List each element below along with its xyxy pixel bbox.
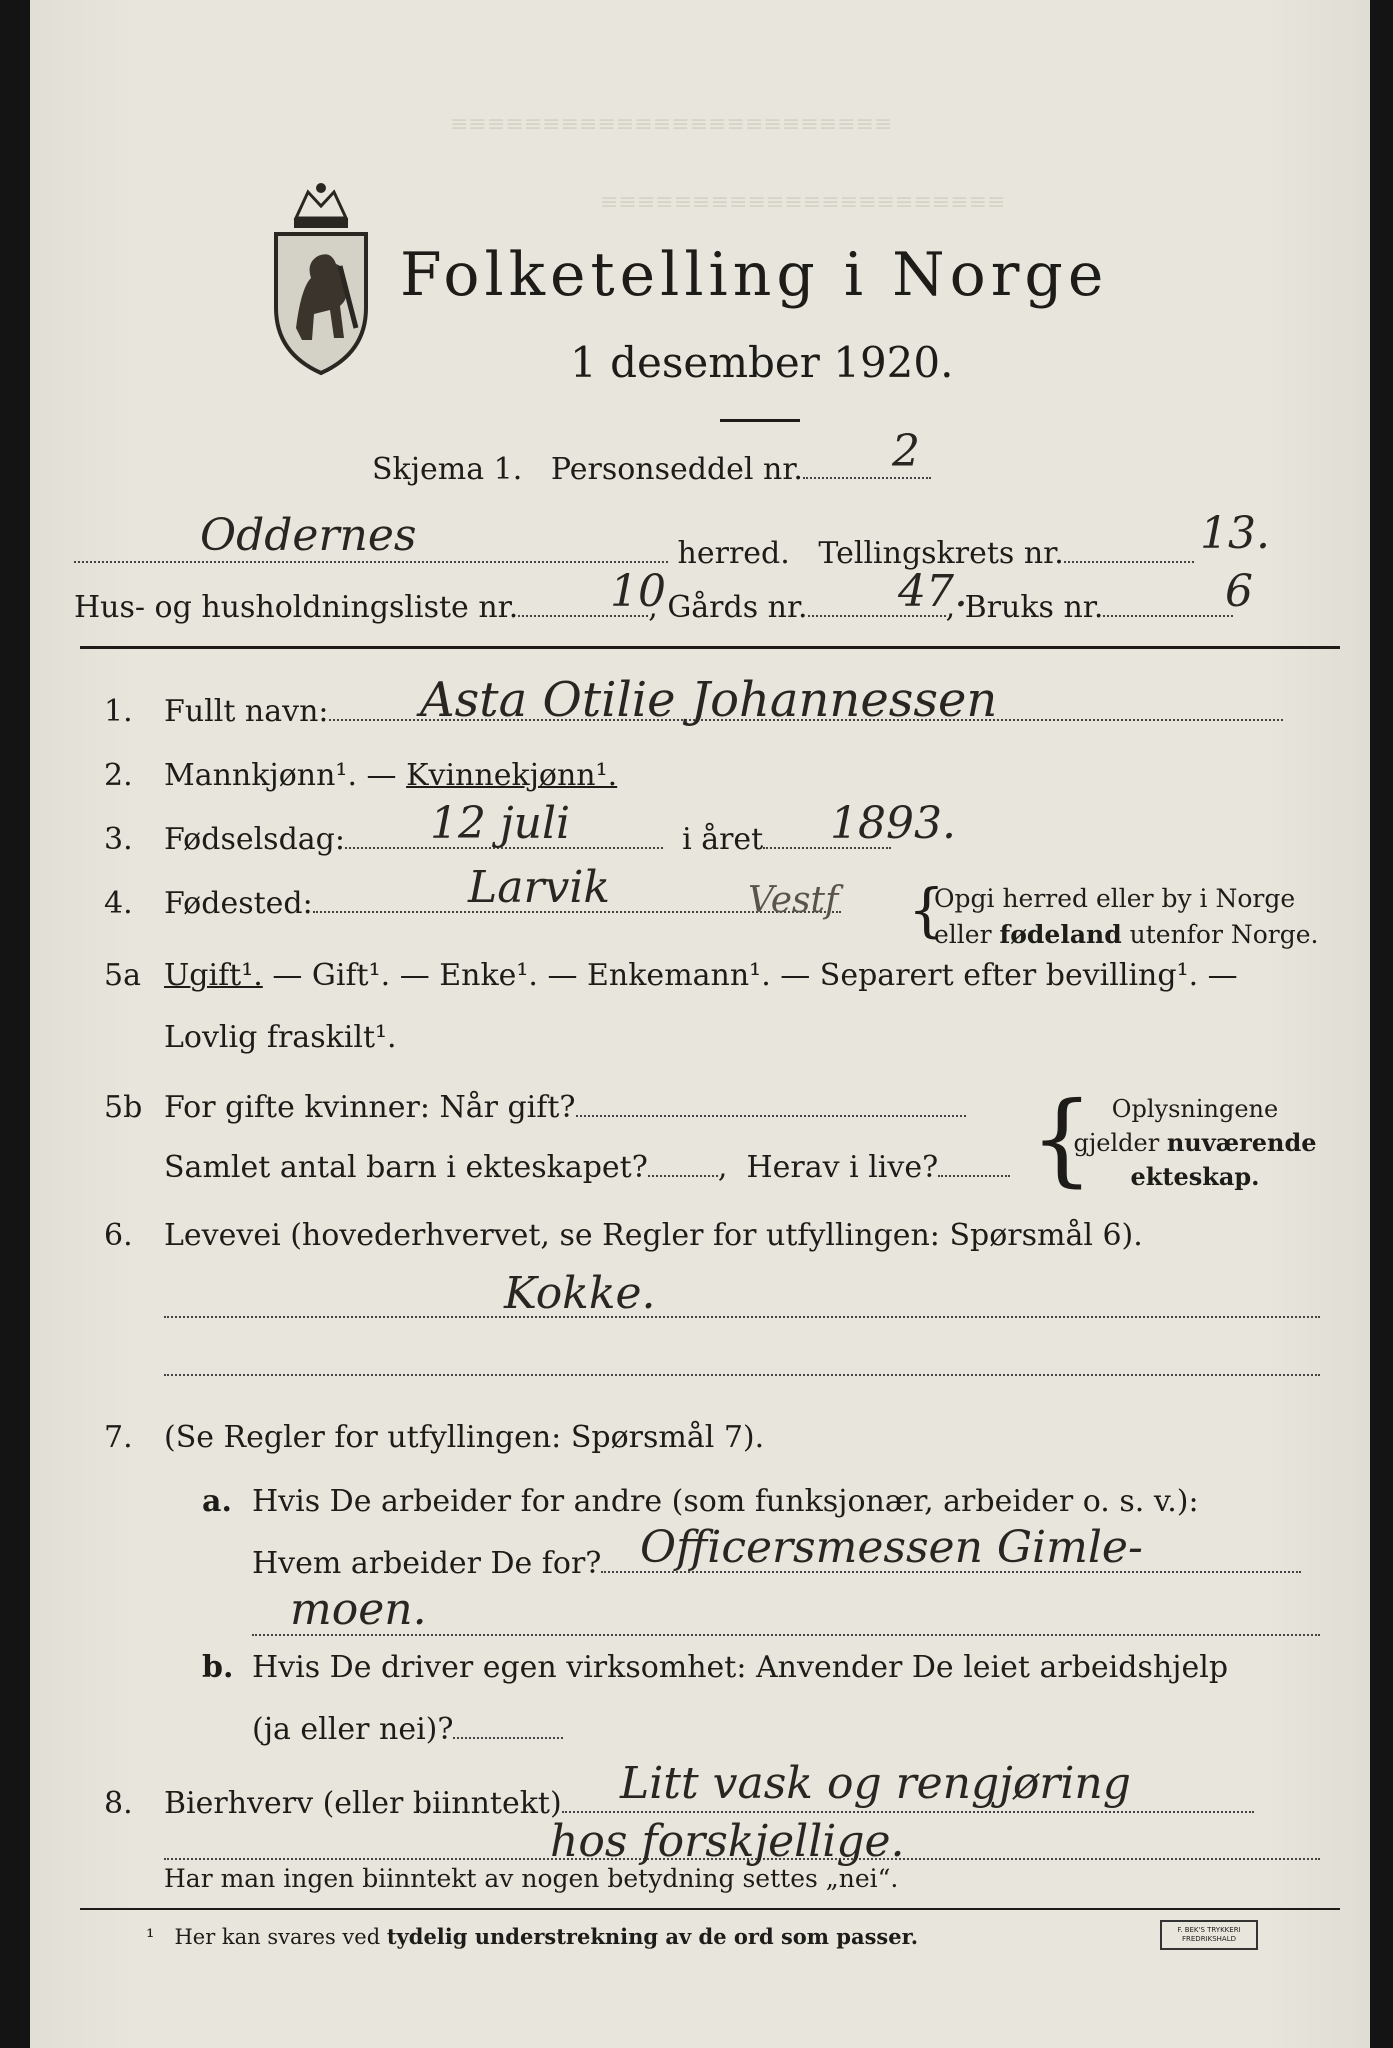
header-divider <box>80 646 1340 649</box>
birthplace-annotation: Vestf <box>748 880 839 921</box>
q8-label: Bierhverv (eller biinntekt) <box>164 1786 562 1821</box>
q5b-note-brace: { <box>1030 1080 1094 1197</box>
q4-note-eller: eller <box>934 920 992 949</box>
bruks-field[interactable] <box>1103 614 1233 617</box>
alive-field[interactable] <box>938 1174 1010 1177</box>
employer-label: Hvem arbeider De for? <box>252 1546 602 1581</box>
q5b-note <box>1060 1092 1330 1194</box>
hus-value: 10 <box>610 566 666 617</box>
q5a-line <box>164 958 1238 993</box>
married-when-field[interactable] <box>576 1114 966 1117</box>
stamp-line1: F. BEK'S TRYKKERI <box>1177 1926 1241 1934</box>
footnote-text-b: tydelig understrekning av de ord som passer. <box>386 1924 919 1949</box>
occupation-value: Kokke. <box>504 1268 656 1319</box>
personseddel-label: Personseddel nr. <box>550 452 803 487</box>
birthday-value: 12 juli <box>430 798 571 849</box>
q5b-number: 5b <box>104 1090 143 1125</box>
employer-value-line2: moen. <box>290 1584 427 1635</box>
q7-label: (Se Regler for utfyllingen: Spørsmål 7). <box>164 1420 765 1455</box>
tellingskrets-value: 13. <box>1200 508 1270 559</box>
q6-number: 6. <box>104 1218 133 1253</box>
children-field[interactable] <box>648 1174 718 1177</box>
hus-label: Hus- og husholdningsliste nr. <box>74 590 519 625</box>
q5a-number: 5a <box>104 958 141 993</box>
footnote-text-a: Her kan svares ved <box>174 1925 381 1949</box>
q7b-letter: b. <box>202 1650 234 1685</box>
q8-note: Har man ingen biinntekt av nogen betydning settes „nei“. <box>164 1864 899 1893</box>
q5b-note-nuvaerende: nuværende <box>1166 1128 1317 1157</box>
side-income-value-line1: Litt vask og rengjøring <box>620 1758 1131 1809</box>
year-label: i året <box>682 822 764 857</box>
bruks-value: 6 <box>1225 566 1253 617</box>
tellingskrets-field[interactable] <box>1064 560 1194 563</box>
gards-label: , Gårds nr. <box>648 590 808 625</box>
tellingskrets-label: Tellingskrets nr. <box>818 536 1064 571</box>
employer-value-line1: Officersmessen Gimle- <box>640 1522 1143 1573</box>
q4-note-line2 <box>934 920 1319 949</box>
q5b-note-line3: ekteskap. <box>1130 1162 1260 1191</box>
side-income-value-line2: hos forskjellige. <box>550 1816 905 1867</box>
alive-label: Herav i live? <box>746 1150 939 1185</box>
q7b-question: (ja eller nei)? <box>252 1712 454 1747</box>
q3-number: 3. <box>104 822 133 857</box>
personseddel-value: 2 <box>892 426 920 477</box>
q4-note-line1: Opgi herred eller by i Norge <box>934 884 1296 913</box>
skjema-line <box>372 452 931 487</box>
footnote <box>146 1924 918 1949</box>
q7-number: 7. <box>104 1420 133 1455</box>
q4-note-brace: { <box>908 876 945 944</box>
q5b-note-line2 <box>1060 1126 1330 1160</box>
printer-stamp <box>1160 1920 1258 1950</box>
side-income-field[interactable] <box>562 1810 1254 1813</box>
lovlig-fraskilt-option[interactable]: Lovlig fraskilt¹. <box>164 1020 397 1055</box>
occupation-field[interactable] <box>164 1316 1320 1318</box>
stamp-line2: FREDRIKSHALD <box>1181 1935 1236 1943</box>
herred-value: Oddernes <box>200 510 417 561</box>
q6-label: Levevei (hovederhvervet, se Regler for utfyllingen: Spørsmål 6). <box>164 1218 1143 1253</box>
q7a-label: Hvis De arbeider for andre (som funksjonær, arbeider o. s. v.): <box>252 1484 1199 1519</box>
norwegian-coat-of-arms-icon <box>256 178 386 378</box>
q4-label: Fødested: <box>164 886 313 921</box>
q7b-line2 <box>252 1712 563 1747</box>
gards-value: 47. <box>898 566 968 617</box>
occupation-field-line2[interactable] <box>164 1374 1320 1376</box>
female-option-underlined[interactable]: Kvinnekjønn¹. <box>406 758 618 793</box>
q2-number: 2. <box>104 758 133 793</box>
q1-number: 1. <box>104 694 133 729</box>
footnote-mark: ¹ <box>146 1925 155 1949</box>
form-title: Folketelling i Norge <box>400 240 1109 310</box>
q3-label: Fødselsdag: <box>164 822 345 857</box>
bruks-label: , Bruks nr. <box>945 590 1104 625</box>
q2-line <box>164 758 617 793</box>
ugift-option-underlined[interactable]: Ugift¹. <box>164 958 263 993</box>
census-form-page <box>30 0 1370 2048</box>
birthplace-value: Larvik <box>468 862 611 913</box>
q7b-label: Hvis De driver egen virksomhet: Anvender De leiet arbeidshjelp <box>252 1650 1229 1685</box>
q4-note-utenfor: utenfor Norge. <box>1129 920 1319 949</box>
birth-year-value: 1893. <box>830 798 956 849</box>
skjema-label: Skjema 1. <box>372 452 523 487</box>
q5b-note-line1: Oplysningene <box>1111 1095 1279 1123</box>
male-option[interactable]: Mannkjønn¹. <box>164 758 357 793</box>
q4-number: 4. <box>104 886 133 921</box>
marital-options[interactable]: — Gift¹. — Enke¹. — Enkemann¹. — Separert efter bevilling¹. — <box>272 958 1238 993</box>
q5b-line1 <box>164 1090 966 1125</box>
q2-dash: — <box>366 758 397 793</box>
q4-note-fodeland: fødeland <box>999 920 1122 949</box>
herred-label: herred. <box>677 536 790 571</box>
footer-divider <box>80 1908 1340 1910</box>
census-date: 1 desember 1920. <box>570 338 954 387</box>
q5b-note-gjelder: gjelder <box>1073 1129 1160 1157</box>
q5b-line2: Samlet antal barn i ekteskapet? , Herav i live? <box>164 1150 1010 1185</box>
full-name-value: Asta Otilie Johannessen <box>420 672 998 728</box>
bleed-through-text: ≡≡≡≡≡≡≡≡≡≡≡≡≡≡≡≡≡≡≡≡≡≡ <box>600 190 1006 215</box>
q1-label: Fullt navn: <box>164 694 329 729</box>
title-divider <box>720 419 800 422</box>
q7a-letter: a. <box>202 1484 232 1519</box>
q5b-label: For gifte kvinner: Når gift? <box>164 1090 576 1125</box>
bleed-through-text: ≡≡≡≡≡≡≡≡≡≡≡≡≡≡≡≡≡≡≡≡≡≡≡≡ <box>450 112 893 137</box>
q8-number: 8. <box>104 1786 133 1821</box>
children-label: Samlet antal barn i ekteskapet? <box>164 1150 648 1185</box>
hired-help-field[interactable] <box>453 1736 563 1739</box>
